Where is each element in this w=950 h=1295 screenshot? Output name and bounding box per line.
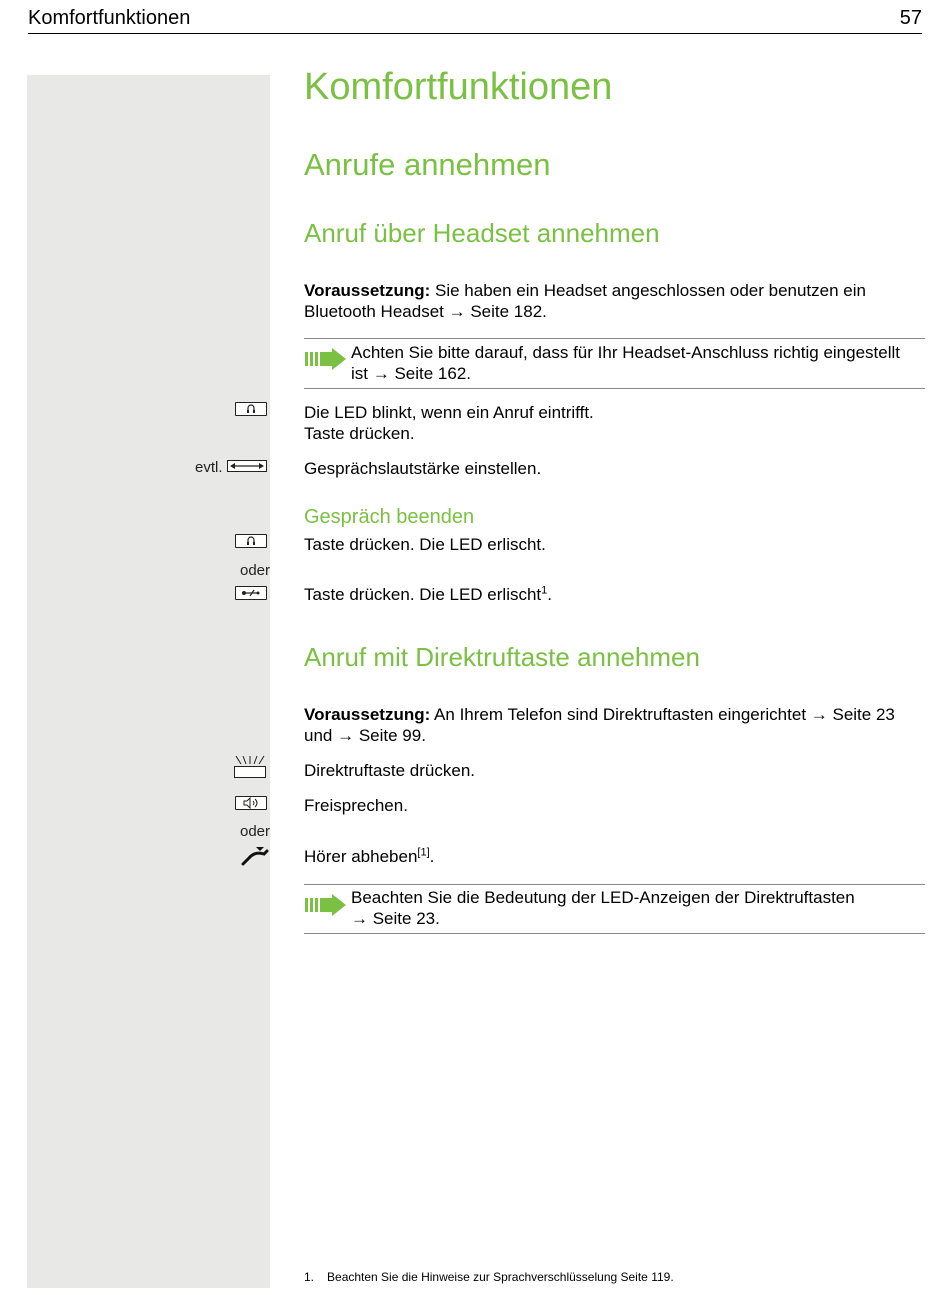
page-ref[interactable]: Seite 23 bbox=[827, 705, 895, 724]
volume-slider-icon bbox=[227, 460, 267, 472]
note-bottom-rule bbox=[304, 388, 925, 389]
headset-prerequisite bbox=[304, 280, 924, 322]
note-top-rule bbox=[304, 338, 925, 339]
note-top-rule bbox=[304, 884, 925, 885]
prereq-label: Voraussetzung: bbox=[304, 281, 431, 300]
step-handset bbox=[304, 846, 924, 867]
end-step-2 bbox=[304, 584, 924, 605]
direct-note bbox=[351, 887, 925, 929]
prereq-text: Sie haben ein Headset angeschlossen oder benutzen ein bbox=[430, 281, 866, 300]
oder-label: oder bbox=[240, 562, 271, 579]
headset-heading: Anruf über Headset annehmen bbox=[304, 218, 660, 248]
end-step-1: Taste drücken. Die LED erlischt. bbox=[304, 535, 546, 554]
handset-lift-icon bbox=[240, 846, 270, 866]
ref-arrow: → bbox=[337, 726, 355, 745]
prereq-text-2: Bluetooth Headset bbox=[304, 302, 449, 321]
headset-key-icon bbox=[235, 402, 267, 416]
footnote-number: 1. bbox=[304, 1270, 315, 1284]
sidebar-column bbox=[27, 75, 270, 1288]
step-text: Taste drücken. Die LED erlischt bbox=[304, 585, 542, 604]
section-title: Anrufe annehmen bbox=[304, 147, 551, 182]
headset-note bbox=[351, 342, 925, 384]
step-led-blinks bbox=[304, 402, 924, 444]
ref-arrow: → bbox=[351, 909, 368, 928]
ref-arrow: → bbox=[448, 302, 466, 321]
end-call-heading: Gespräch beenden bbox=[304, 506, 475, 528]
note-arrow-icon bbox=[305, 894, 347, 916]
prereq-label: Voraussetzung: bbox=[304, 705, 431, 724]
page-number: 57 bbox=[899, 7, 922, 29]
step-text: Die LED blinkt, wenn ein Anruf eintrifft. bbox=[304, 403, 594, 422]
evtl-label: evtl. bbox=[195, 459, 223, 476]
step-text: Taste drücken. bbox=[304, 424, 415, 443]
page-ref[interactable]: Seite 162. bbox=[389, 364, 472, 383]
step-speaker: Freisprechen. bbox=[304, 796, 408, 815]
oder-label: oder bbox=[240, 823, 271, 840]
footnote bbox=[304, 1270, 674, 1284]
step-text-tail: . bbox=[429, 847, 435, 866]
step-volume: Gesprächslautstärke einstellen. bbox=[304, 459, 542, 478]
footnote-ref[interactable]: [1] bbox=[417, 846, 430, 859]
running-header-title: Komfortfunktionen bbox=[28, 7, 191, 29]
step-text-tail: . bbox=[547, 585, 553, 604]
note-line-2: ist bbox=[351, 364, 373, 383]
page-ref[interactable]: Seite 23. bbox=[368, 909, 440, 928]
ref-arrow: → bbox=[372, 364, 390, 383]
page-ref[interactable]: Seite 99. bbox=[354, 726, 426, 745]
prereq-text: An Ihrem Telefon sind Direktruftasten eingerichtet bbox=[430, 705, 811, 724]
header-rule bbox=[28, 33, 922, 34]
footnote-text: Beachten Sie die Hinweise zur Sprachverschlüsselung Seite 119. bbox=[327, 1270, 674, 1284]
direct-prerequisite bbox=[304, 704, 924, 746]
step-direct-key: Direktruftaste drücken. bbox=[304, 761, 476, 780]
direct-call-heading: Anruf mit Direktruftaste annehmen bbox=[304, 642, 700, 672]
page-ref[interactable]: Seite 182. bbox=[465, 302, 547, 321]
ref-arrow: → bbox=[810, 705, 828, 724]
direct-call-key-icon bbox=[233, 755, 267, 779]
prereq-text-2: und bbox=[304, 726, 338, 745]
headset-key-icon bbox=[235, 534, 267, 548]
note-line-1: Beachten Sie die Bedeutung der LED-Anzeigen der Direktruftasten bbox=[351, 888, 855, 907]
step-text: Hörer abheben bbox=[304, 847, 418, 866]
speaker-key-icon bbox=[235, 796, 267, 810]
page-title: Komfortfunktionen bbox=[304, 66, 613, 108]
release-key-icon bbox=[235, 586, 267, 600]
note-line-1: Achten Sie bitte darauf, dass für Ihr Headset-Anschluss richtig eingestellt bbox=[351, 343, 901, 362]
footnote-ref[interactable]: 1 bbox=[541, 584, 548, 597]
note-bottom-rule bbox=[304, 933, 925, 934]
note-arrow-icon bbox=[305, 348, 347, 370]
